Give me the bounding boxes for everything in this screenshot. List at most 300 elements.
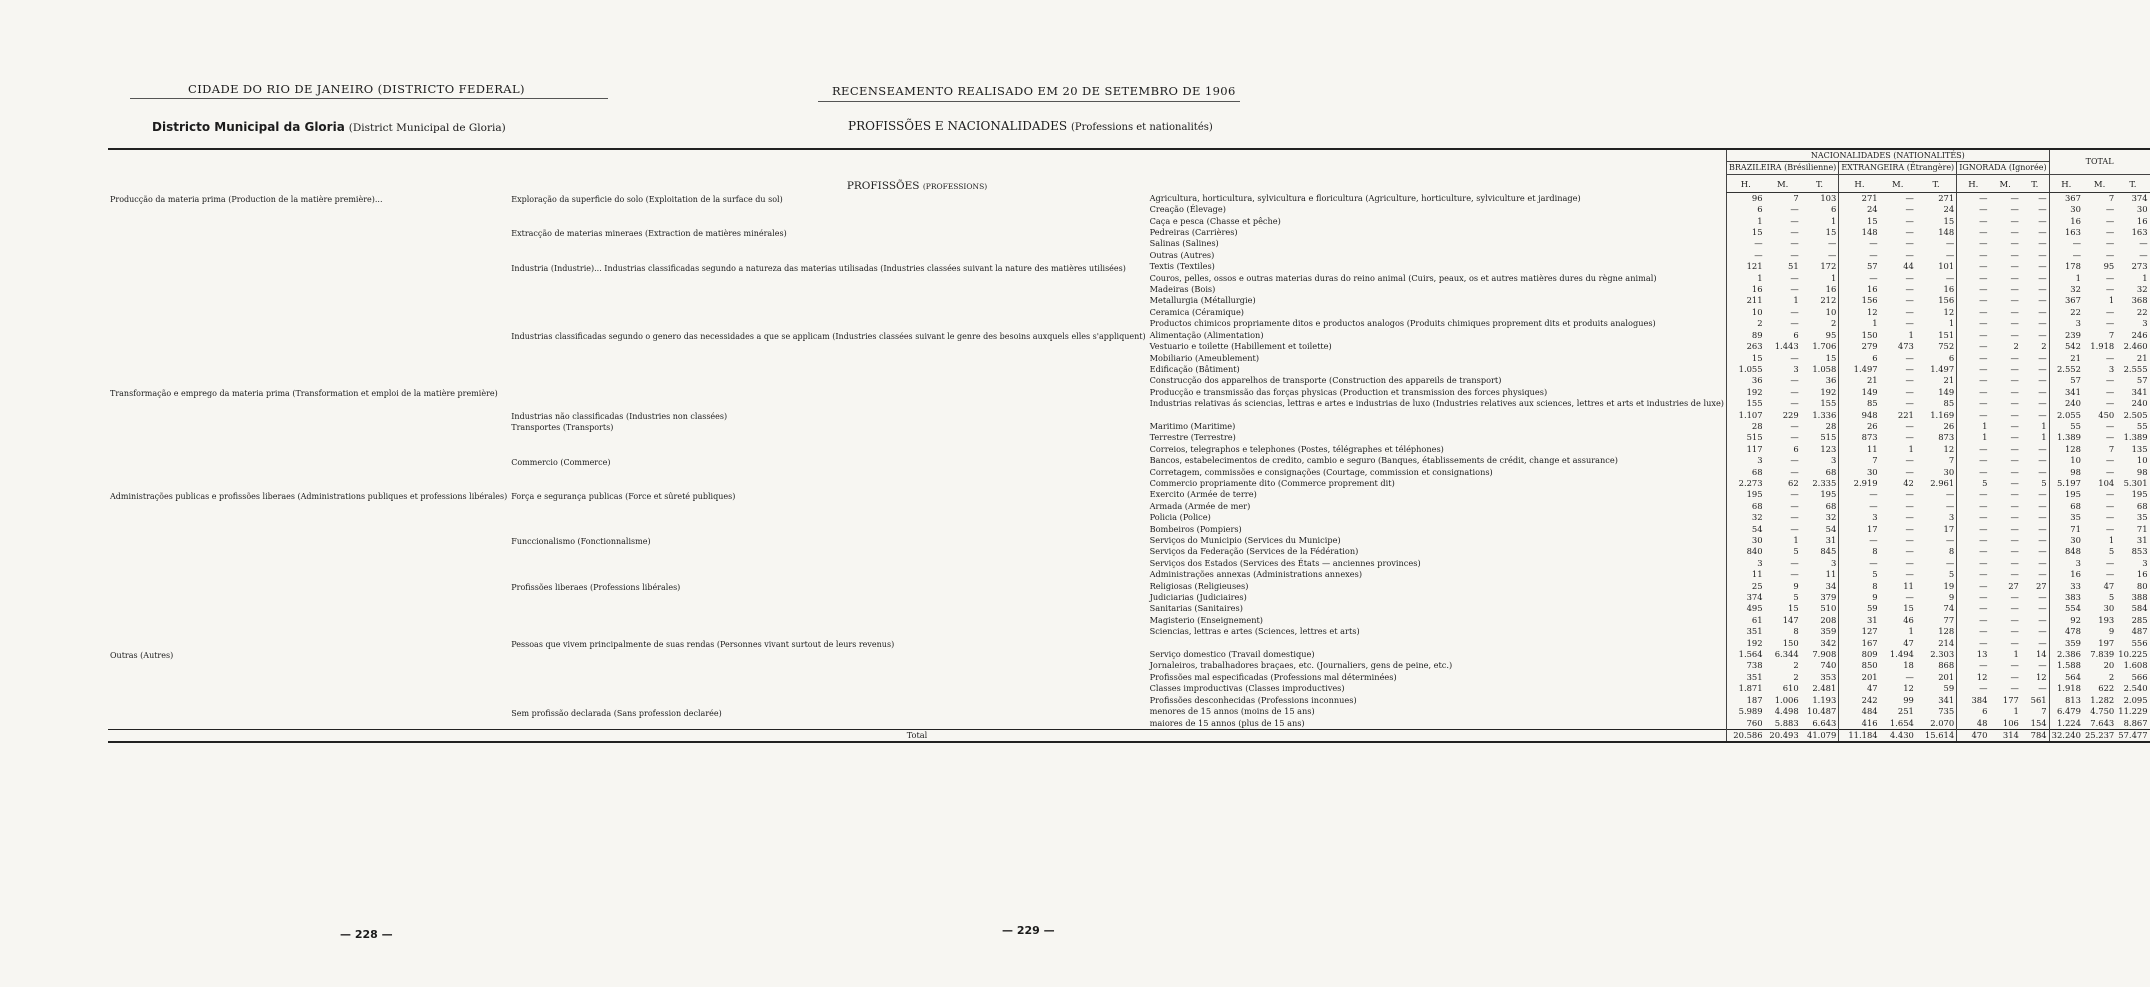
value-cell: 359	[2049, 638, 2083, 649]
sub-category	[509, 626, 1147, 637]
value-cell: —	[1905, 455, 1914, 466]
profession-label: Commercio propriamente dito (Commerce proprement dit)	[1149, 477, 1395, 488]
value-cell: 1	[1957, 421, 1990, 432]
value-cell: 178	[2049, 261, 2083, 272]
value-cell: 379	[1820, 592, 1837, 603]
value-cell: 2.540	[2123, 683, 2148, 694]
value-cell: 1	[2041, 432, 2047, 443]
value-cell: 32	[2136, 284, 2148, 295]
value-cell: 554	[2049, 603, 2083, 614]
table-row	[108, 626, 2150, 637]
col-m: M.	[1880, 174, 1916, 192]
value-cell: 8	[1948, 546, 1955, 557]
value-cell: —	[2038, 192, 2047, 203]
value-cell: 341	[1938, 694, 1955, 705]
value-cell: 5.989	[1727, 706, 1765, 717]
value-cell: 1.654	[1889, 717, 1914, 728]
value-cell: 10	[1825, 306, 1837, 317]
value-cell: 3	[1793, 363, 1799, 374]
value-cell: 192	[1820, 386, 1837, 397]
table-row	[108, 695, 2150, 706]
value-cell: 155	[1820, 398, 1837, 409]
value-cell: 495	[1727, 603, 1765, 614]
table-row	[108, 524, 2150, 535]
district-name: Districto Municipal da Gloria	[152, 120, 345, 134]
value-cell: 95	[2103, 261, 2115, 272]
sub-category	[509, 660, 1147, 671]
main-category	[108, 410, 509, 421]
value-cell: 85	[1943, 398, 1955, 409]
value-cell: 12	[1943, 306, 1955, 317]
sub-category	[509, 250, 1147, 261]
value-cell: 1.169	[1930, 409, 1955, 420]
value-cell: 450	[2098, 409, 2115, 420]
col-m: M.	[2083, 174, 2116, 192]
table-row	[108, 603, 2150, 614]
table-row	[108, 353, 2150, 364]
value-cell: —	[1790, 557, 1799, 568]
profession-label: Creação (Élevage)	[1149, 204, 1226, 215]
table-row	[108, 375, 2150, 386]
value-cell: 948	[1839, 410, 1880, 421]
value-cell: 3	[2049, 318, 2083, 329]
value-cell: —	[2038, 500, 2047, 511]
sub-category	[509, 398, 1147, 409]
value-cell: —	[2010, 569, 2019, 580]
value-cell: 77	[1943, 614, 1955, 625]
value-cell: —	[1790, 398, 1799, 409]
sub-category	[509, 273, 1147, 284]
sub-category: Força e segurança publicas (Force et sûreté publiques)	[511, 491, 736, 501]
value-cell: 15	[1943, 215, 1955, 226]
value-cell: —	[2010, 523, 2019, 534]
value-cell: 18	[1903, 660, 1914, 671]
main-category	[108, 706, 509, 717]
table-row	[108, 444, 2150, 455]
value-cell: 1	[2013, 706, 2019, 717]
value-cell: 5	[2041, 477, 2047, 488]
value-cell: 367	[2049, 192, 2083, 204]
value-cell: 22	[2049, 307, 2083, 318]
value-cell: —	[1957, 512, 1990, 523]
value-cell: 192	[1727, 387, 1765, 398]
value-cell: 610	[1782, 683, 1799, 694]
value-cell: 1.918	[2049, 683, 2083, 694]
profession-label: Serviços da Federação (Services de la Fédération)	[1149, 546, 1359, 557]
value-cell: 57	[2136, 375, 2148, 386]
col-m: M.	[1765, 174, 1801, 192]
profession-label: Exercito (Armée de terre)	[1149, 489, 1257, 500]
value-cell: —	[2105, 512, 2115, 523]
value-cell: 3	[1727, 455, 1765, 466]
profession-label: Industrias relativas ás sciencias, lettras e artes e industrias de luxo (Industries relatives aux sciences, lettres et arts et industries de luxe)	[1149, 398, 1725, 409]
value-cell: —	[2038, 295, 2047, 306]
value-cell: 163	[2049, 227, 2083, 238]
value-cell: 9	[1948, 592, 1955, 603]
table-row	[108, 638, 2150, 649]
sub-category	[509, 444, 1147, 455]
value-cell: —	[2105, 318, 2115, 329]
value-cell: 484	[1839, 706, 1880, 717]
total-value-cell: 784	[2021, 729, 2049, 742]
value-cell: 155	[1727, 398, 1765, 409]
value-cell: —	[1790, 432, 1799, 443]
value-cell: 154	[2030, 717, 2047, 728]
value-cell: 147	[1782, 614, 1799, 625]
value-cell: —	[1905, 249, 1914, 260]
value-cell: 25	[1727, 581, 1765, 592]
value-cell: —	[1957, 683, 1990, 694]
profession-label: Policia (Police)	[1149, 512, 1211, 523]
value-cell: 104	[2098, 477, 2115, 488]
value-cell: 868	[1938, 660, 1955, 671]
value-cell: 208	[1820, 614, 1837, 625]
value-cell: 59	[1943, 683, 1955, 694]
profession-label: Corretagem, commissões e consignações (Courtage, commission et consignations)	[1149, 466, 1493, 477]
value-cell: 30	[2136, 204, 2148, 215]
value-cell: —	[1905, 306, 1914, 317]
value-cell: 149	[1839, 387, 1880, 398]
value-cell: —	[2010, 261, 2019, 272]
main-category	[108, 444, 509, 455]
value-cell: 36	[1825, 375, 1837, 386]
main-category	[108, 683, 509, 694]
total-value-cell: 32.240	[2049, 729, 2083, 742]
table-row	[108, 512, 2150, 523]
value-cell: —	[2038, 329, 2047, 340]
profession-label: Bombeiros (Pompiers)	[1149, 523, 1242, 534]
value-cell: 61	[1727, 615, 1765, 626]
value-cell: 156	[1938, 295, 1955, 306]
value-cell: 6	[1957, 706, 1990, 717]
value-cell: 2.555	[2123, 363, 2148, 374]
value-cell: 584	[2131, 603, 2148, 614]
value-cell: —	[1839, 273, 1880, 284]
value-cell: —	[2049, 238, 2083, 249]
value-cell: 1.706	[1812, 341, 1837, 352]
value-cell: 98	[2049, 467, 2083, 478]
value-cell: —	[1790, 249, 1799, 260]
value-cell: —	[1839, 489, 1880, 500]
value-cell: 27	[2035, 580, 2047, 591]
value-cell: —	[2010, 215, 2019, 226]
profession-label: Salinas (Salines)	[1149, 238, 1219, 249]
value-cell: —	[2038, 660, 2047, 671]
value-cell: 28	[1825, 420, 1837, 431]
value-cell: 117	[1727, 444, 1765, 455]
value-cell: 5	[1793, 546, 1799, 557]
value-cell: —	[2139, 238, 2148, 249]
table-row	[108, 546, 2150, 557]
district-title	[152, 119, 506, 134]
table-row	[108, 364, 2150, 375]
value-cell: 74	[1943, 603, 1955, 614]
value-cell: —	[1957, 250, 1990, 261]
col-t: T.	[1801, 174, 1839, 192]
value-cell: —	[2038, 261, 2047, 272]
value-cell: —	[1957, 558, 1990, 569]
value-cell: 35	[2049, 512, 2083, 523]
value-cell: 3	[1839, 512, 1880, 523]
value-cell: 374	[1727, 592, 1765, 603]
table-row	[108, 307, 2150, 318]
value-cell: 15	[1839, 216, 1880, 227]
value-cell: 374	[2131, 192, 2148, 203]
value-cell: 92	[2049, 615, 2083, 626]
value-cell: 10	[2136, 455, 2148, 466]
sub-category	[509, 649, 1147, 660]
value-cell: —	[1905, 489, 1914, 500]
value-cell: 15	[1727, 353, 1765, 364]
sub-category	[509, 204, 1147, 215]
value-cell: 68	[2049, 501, 2083, 512]
value-cell: 71	[2136, 523, 2148, 534]
value-cell: 1	[2108, 295, 2115, 306]
profession-label: Jornaleiros, trabalhadores braçaes, etc. (Journaliers, gens de peine, etc.)	[1149, 660, 1453, 671]
value-cell: —	[2105, 489, 2115, 500]
value-cell: 2.095	[2123, 694, 2148, 705]
value-cell: —	[2010, 272, 2019, 283]
value-cell: 2	[1793, 671, 1799, 682]
value-cell: —	[1790, 466, 1799, 477]
value-cell: 2	[2013, 341, 2019, 352]
value-cell: 59	[1839, 603, 1880, 614]
value-cell: 156	[1839, 295, 1880, 306]
value-cell: 542	[2049, 341, 2083, 352]
profession-label: Vestuario e toilette (Habillement et toilette)	[1149, 341, 1332, 352]
main-category	[108, 307, 509, 318]
value-cell: 487	[2131, 626, 2148, 637]
sub-category: Sem profissão declarada (Sans profession declarée)	[511, 708, 722, 718]
sub-category	[509, 501, 1147, 512]
value-cell: 221	[1897, 409, 1914, 420]
value-cell: —	[1905, 318, 1914, 329]
value-cell: —	[2010, 603, 2019, 614]
col-t: T.	[1916, 174, 1957, 192]
value-cell: 12	[1943, 443, 1955, 454]
value-cell: 7	[1948, 455, 1955, 466]
main-category	[108, 261, 509, 272]
value-cell: 34	[1825, 580, 1837, 591]
value-cell: 1	[1830, 272, 1837, 283]
value-cell: 26	[1943, 420, 1955, 431]
value-cell: 89	[1727, 330, 1765, 341]
value-cell: 1.224	[2049, 718, 2083, 730]
value-cell: —	[1790, 420, 1799, 431]
profession-label: Correios, telegraphos e telephones (Postes, télégraphes et téléphones)	[1149, 443, 1444, 454]
value-cell: 239	[2049, 330, 2083, 341]
value-cell: —	[2038, 204, 2047, 215]
main-category	[108, 569, 509, 580]
value-cell: —	[2105, 249, 2115, 260]
header-rule-left	[130, 98, 608, 99]
value-cell: —	[2010, 238, 2019, 249]
value-cell: 564	[2049, 672, 2083, 683]
value-cell: 388	[2131, 592, 2148, 603]
value-cell: 15	[1727, 227, 1765, 238]
value-cell: —	[1957, 410, 1990, 421]
total-header: TOTAL	[2049, 150, 2149, 174]
value-cell: 229	[1782, 409, 1799, 420]
value-cell: 1	[1948, 318, 1955, 329]
value-cell: 1	[1793, 535, 1799, 545]
value-cell: 98	[2136, 466, 2148, 477]
value-cell: —	[1790, 489, 1799, 500]
value-cell: —	[1727, 238, 1765, 249]
profession-label: maiores de 15 annos (plus de 15 ans)	[1149, 717, 1305, 728]
total-value-cell: 314	[1989, 729, 2020, 742]
table-row	[108, 284, 2150, 295]
value-cell: —	[1957, 284, 1990, 295]
value-cell: 33	[2049, 581, 2083, 592]
value-cell: —	[1905, 523, 1914, 534]
value-cell: 416	[1839, 718, 1880, 730]
profession-label: Serviço domestico (Travail domestique)	[1149, 649, 1315, 660]
table-row	[108, 341, 2150, 352]
value-cell: —	[2010, 592, 2019, 603]
value-cell: —	[2010, 671, 2019, 682]
value-cell: 7	[1793, 192, 1799, 203]
value-cell: —	[2105, 272, 2115, 283]
value-cell: 1	[1908, 626, 1914, 637]
value-cell: 2	[1727, 318, 1765, 329]
value-cell: —	[2010, 249, 2019, 260]
sub-category: Extracção de materias mineraes (Extraction de matières minérales)	[511, 229, 787, 239]
total-label: Total	[108, 729, 1727, 742]
value-cell: —	[2038, 272, 2047, 283]
value-cell: —	[1790, 386, 1799, 397]
value-cell: —	[1905, 375, 1914, 386]
sub-category	[509, 603, 1147, 614]
value-cell: —	[2105, 238, 2115, 249]
value-cell: 3	[2049, 558, 2083, 569]
main-category	[108, 295, 509, 306]
value-cell: —	[2010, 398, 2019, 409]
col-h: H.	[1957, 174, 1990, 192]
value-cell: —	[2038, 523, 2047, 534]
value-cell: —	[1957, 330, 1990, 341]
value-cell: 813	[2049, 695, 2083, 706]
value-cell: 9	[1793, 580, 1799, 591]
sub-category: Funccionalismo (Fonctionnalisme)	[511, 537, 651, 547]
professions-table	[108, 148, 2150, 743]
profession-label: Administrações annexas (Administrations annexes)	[1149, 569, 1363, 580]
value-cell: 271	[1938, 192, 1955, 203]
value-cell: 149	[1938, 386, 1955, 397]
profession-label: Metallurgia (Métallurgie)	[1149, 295, 1256, 306]
table-row	[108, 718, 2150, 730]
value-cell: 853	[2131, 546, 2148, 557]
value-cell: 16	[2049, 569, 2083, 580]
value-cell: 123	[1820, 443, 1837, 454]
value-cell: 3	[1727, 558, 1765, 569]
value-cell: —	[1790, 306, 1799, 317]
profession-label	[1148, 638, 1727, 649]
value-cell: 16	[1943, 284, 1955, 295]
profession-label: Magisterio (Enseignement)	[1149, 614, 1263, 625]
value-cell: 242	[1839, 695, 1880, 706]
value-cell: 68	[1727, 501, 1765, 512]
value-cell: 101	[1938, 261, 1955, 272]
value-cell: 1	[2041, 420, 2047, 431]
value-cell: 187	[1727, 695, 1765, 706]
value-cell: —	[2010, 329, 2019, 340]
value-cell: —	[2010, 660, 2019, 671]
main-category	[108, 455, 509, 466]
table-row	[108, 204, 2150, 215]
value-cell: —	[1905, 272, 1914, 283]
sub-category	[509, 432, 1147, 443]
value-cell: 478	[2049, 626, 2083, 637]
value-cell: 515	[1727, 432, 1765, 443]
value-cell: 351	[1727, 672, 1765, 683]
table-row	[108, 227, 2150, 238]
value-cell: 7	[2108, 192, 2115, 203]
value-cell: —	[2105, 557, 2115, 568]
value-cell: —	[1957, 238, 1990, 249]
table-row	[108, 615, 2150, 626]
value-cell: 27	[2008, 580, 2019, 591]
main-category	[108, 638, 509, 649]
value-cell: 2.335	[1812, 477, 1837, 488]
sub-category	[509, 546, 1147, 557]
value-cell: —	[2038, 557, 2047, 568]
value-cell: 3	[1830, 455, 1837, 466]
value-cell: —	[2038, 306, 2047, 317]
value-cell: —	[1905, 227, 1914, 238]
value-cell: —	[1790, 455, 1799, 466]
value-cell: —	[2010, 477, 2019, 488]
value-cell: 195	[2131, 489, 2148, 500]
value-cell: —	[1957, 192, 1990, 204]
value-cell: —	[2105, 284, 2115, 295]
value-cell: 271	[1839, 192, 1880, 204]
table-row	[108, 467, 2150, 478]
value-cell: —	[1905, 500, 1914, 511]
main-category	[108, 284, 509, 295]
table-row	[108, 398, 2150, 409]
value-cell: 80	[2136, 580, 2148, 591]
value-cell: —	[2010, 466, 2019, 477]
total-value-cell: 11.184	[1839, 729, 1880, 742]
value-cell: —	[2038, 455, 2047, 466]
value-cell: —	[2105, 215, 2115, 226]
value-cell: —	[1727, 250, 1765, 261]
value-cell: 30	[1839, 467, 1880, 478]
value-cell: —	[1957, 501, 1990, 512]
value-cell: 6	[1948, 352, 1955, 363]
sub-category	[509, 683, 1147, 694]
value-cell: 193	[2098, 614, 2115, 625]
table-row	[108, 660, 2150, 671]
table-row	[108, 216, 2150, 227]
header-rule-right	[818, 101, 1240, 102]
value-cell: —	[2105, 523, 2115, 534]
col-m: M.	[1989, 174, 2020, 192]
value-cell: 4.750	[2090, 706, 2115, 717]
table-row	[108, 592, 2150, 603]
profession-label: Profissões mal especificadas (Professions mal déterminées)	[1149, 671, 1397, 682]
main-category	[108, 318, 509, 329]
value-cell: 7.643	[2090, 717, 2115, 728]
value-cell: 1.282	[2090, 694, 2115, 705]
value-cell: 201	[1938, 671, 1955, 682]
value-cell: 42	[1903, 477, 1914, 488]
value-cell: —	[1839, 238, 1880, 249]
value-cell: —	[2105, 306, 2115, 317]
profession-label: Judiciarias (Judiciaires)	[1149, 592, 1247, 603]
value-cell: —	[2038, 386, 2047, 397]
